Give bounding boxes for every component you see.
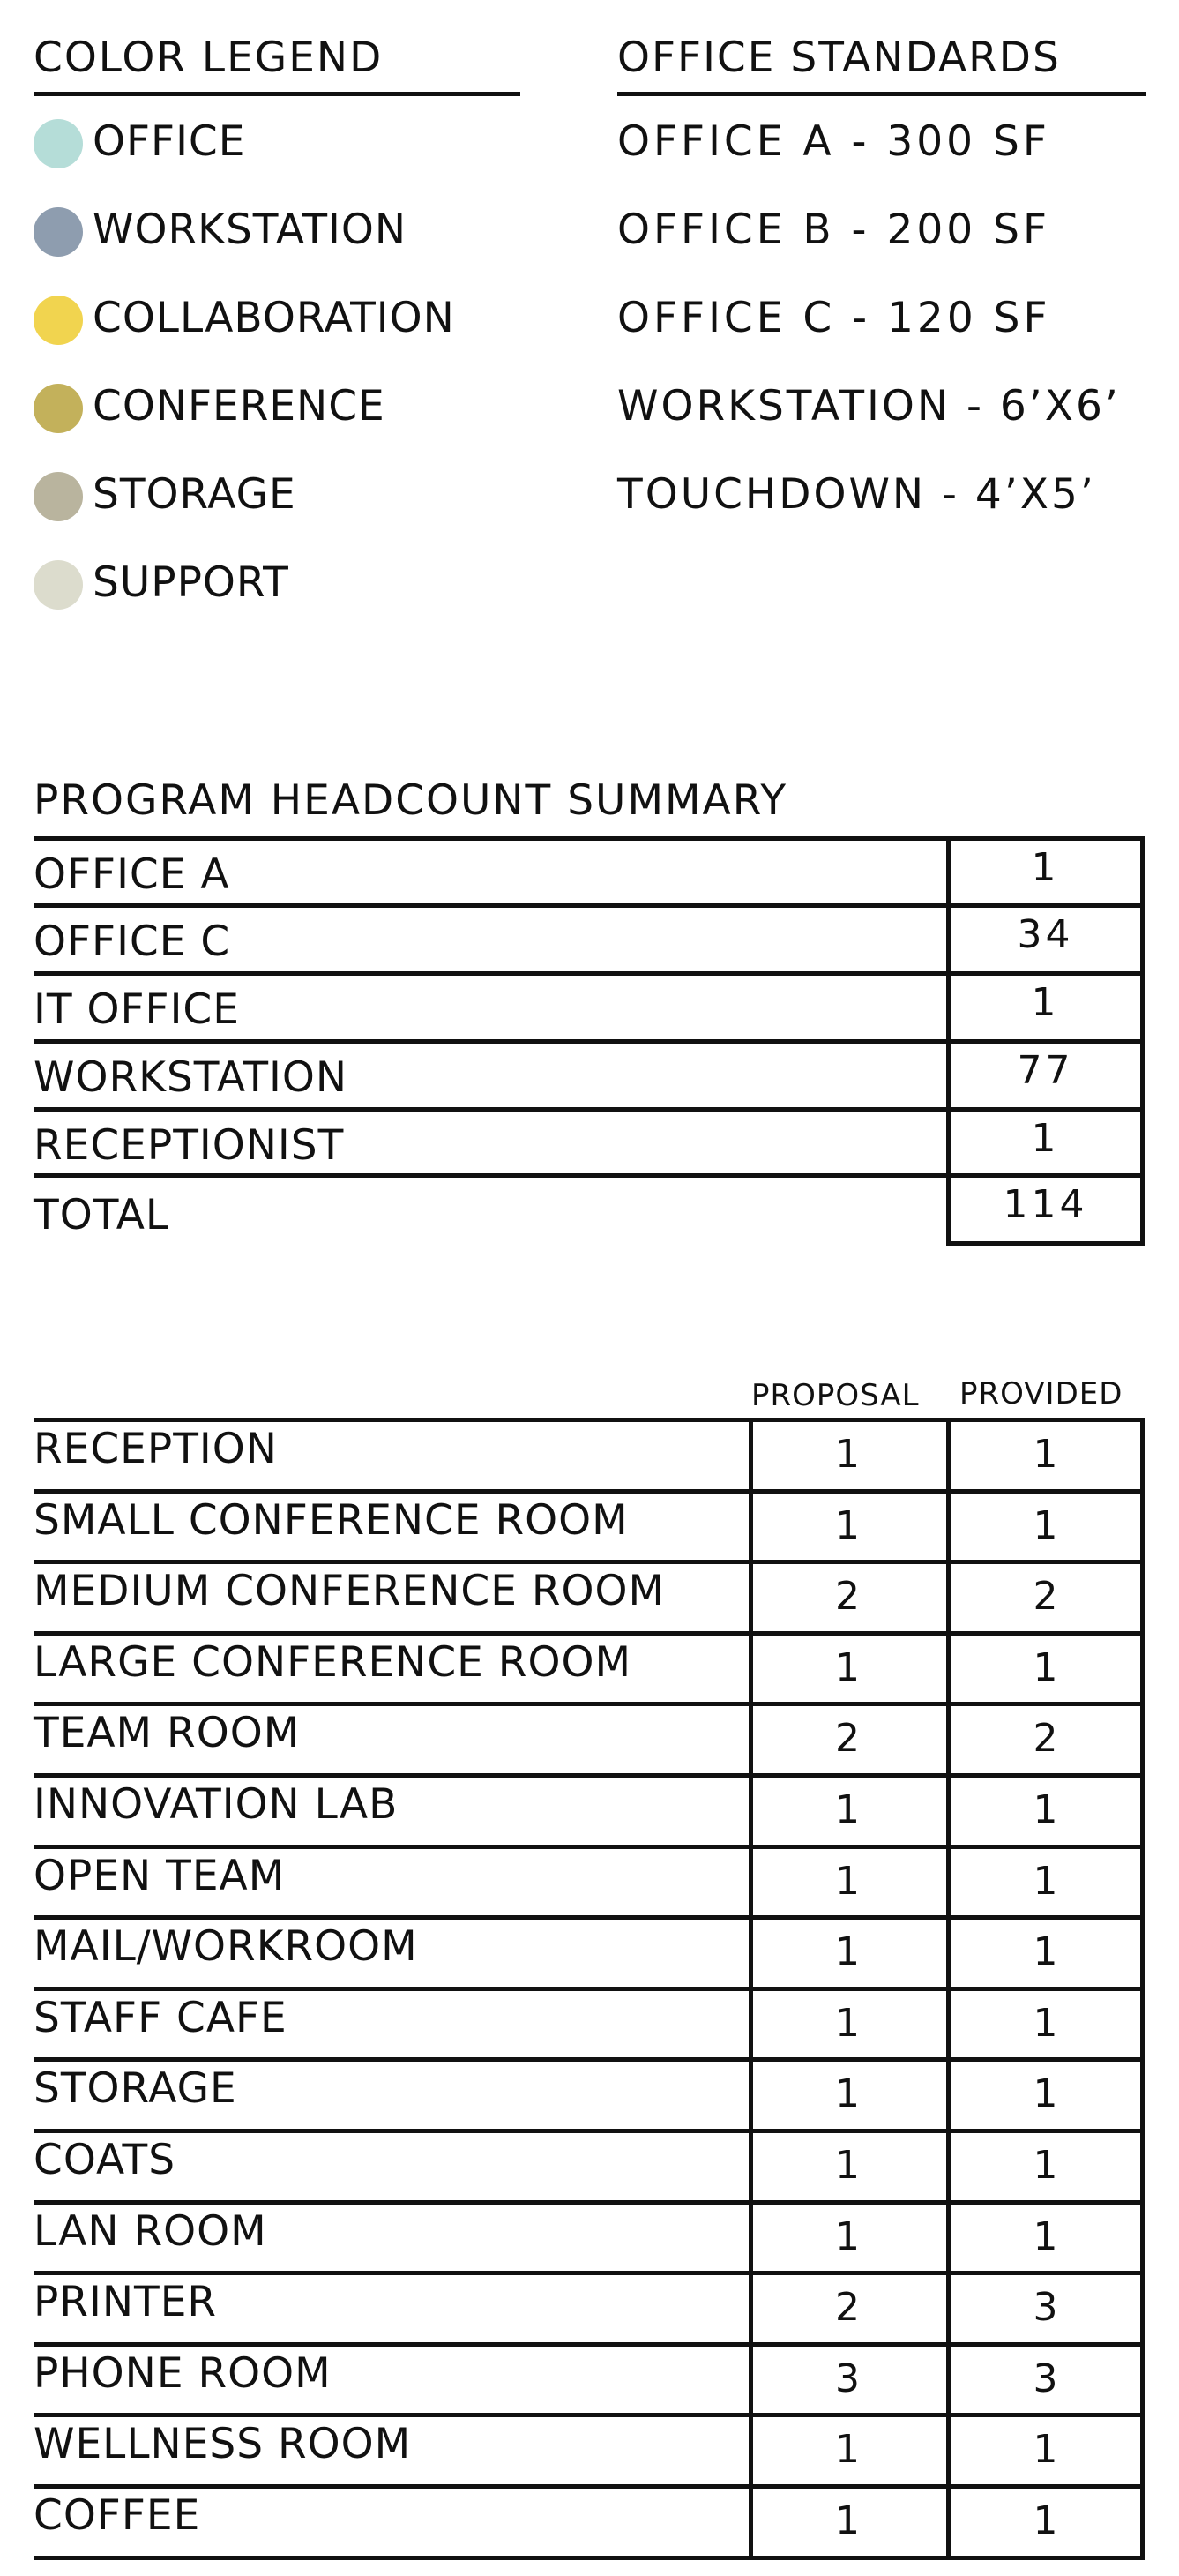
headcount-rule [34,1107,1145,1112]
rooms-rule [34,2129,1145,2133]
headcount-row-value: 1 [1031,1116,1060,1161]
room-label: MAIL/WORKROOM [34,1922,418,1971]
rooms-rule [34,2484,1145,2489]
room-proposal-value: 1 [835,2498,860,2543]
room-label: MEDIUM CONFERENCE ROOM [34,1567,666,1615]
legend-swatch-storage [34,472,83,521]
headcount-rule [34,836,1145,841]
room-proposal-value: 2 [835,2285,860,2330]
room-provided-value: 1 [1033,1645,1058,1690]
column-header-provided: PROVIDED [959,1376,1123,1412]
legend-swatch-office [34,119,83,168]
room-provided-value: 3 [1033,2285,1058,2330]
rooms-rule [34,1418,1145,1422]
column-header-proposal: PROPOSAL [751,1378,920,1413]
standard-office-a: OFFICE A - 300 SF [617,117,1050,166]
room-proposal-value: 1 [835,2143,860,2188]
standard-office-b: OFFICE B - 200 SF [617,206,1050,254]
room-proposal-value: 1 [835,1787,860,1832]
legend-label-collaboration: COLLABORATION [93,294,455,342]
rooms-rule [34,1773,1145,1778]
room-label: STORAGE [34,2064,237,2113]
room-proposal-value: 3 [835,2356,860,2401]
office-standards-rule [617,92,1146,96]
room-proposal-value: 1 [835,1929,860,1974]
headcount-total-value: 114 [1003,1182,1088,1227]
room-proposal-value: 1 [835,2071,860,2116]
room-provided-value: 1 [1033,2427,1058,2472]
room-provided-value: 3 [1033,2356,1058,2401]
rooms-rule [34,2200,1145,2205]
room-label: SMALL CONFERENCE ROOM [34,1496,629,1545]
room-proposal-value: 2 [835,1716,860,1761]
headcount-row-label: RECEPTIONIST [34,1121,345,1170]
rooms-rule [34,1631,1145,1636]
room-provided-value: 1 [1033,1432,1058,1477]
room-label: INNOVATION LAB [34,1780,399,1829]
headcount-rule [34,1039,1145,1044]
headcount-title: PROGRAM HEADCOUNT SUMMARY [34,776,788,825]
room-label: PRINTER [34,2278,218,2326]
room-proposal-value: 1 [835,1859,860,1904]
standard-touchdown: TOUCHDOWN - 4’X5’ [617,470,1096,519]
room-provided-value: 1 [1033,2143,1058,2188]
headcount-row-value: 34 [1017,912,1074,957]
room-proposal-value: 1 [835,2001,860,2046]
room-provided-value: 1 [1033,1929,1058,1974]
room-label: OPEN TEAM [34,1852,286,1900]
legend-label-office: OFFICE [93,117,246,166]
headcount-row-value: 1 [1031,980,1060,1025]
color-legend-rule [34,92,520,96]
room-provided-value: 1 [1033,1503,1058,1548]
headcount-rule [34,971,1145,976]
rooms-rule [34,1845,1145,1849]
headcount-row-value: 77 [1017,1048,1074,1093]
room-label: WELLNESS ROOM [34,2420,412,2468]
room-proposal-value: 1 [835,2427,860,2472]
rooms-rule [34,1560,1145,1564]
headcount-rule [34,1173,1145,1178]
legend-swatch-conference [34,384,83,433]
standard-workstation: WORKSTATION - 6’X6’ [617,382,1121,431]
room-label: TEAM ROOM [34,1709,301,1757]
room-proposal-value: 2 [835,1574,860,1619]
headcount-total-label: TOTAL [34,1191,170,1239]
office-standards-title: OFFICE STANDARDS [617,34,1061,82]
room-provided-value: 2 [1033,1716,1058,1761]
headcount-row-label: WORKSTATION [34,1053,348,1102]
legend-label-storage: STORAGE [93,470,296,519]
room-label: LARGE CONFERENCE ROOM [34,1638,631,1687]
room-provided-value: 1 [1033,2001,1058,2046]
room-label: STAFF CAFE [34,1994,287,2042]
rooms-rule [34,2271,1145,2275]
headcount-row-label: IT OFFICE [34,985,240,1034]
room-label: COATS [34,2136,176,2184]
room-label: PHONE ROOM [34,2349,332,2398]
legend-label-conference: CONFERENCE [93,382,385,431]
legend-label-workstation: WORKSTATION [93,206,407,254]
rooms-rule [34,2413,1145,2417]
headcount-row-label: OFFICE C [34,917,231,966]
rooms-rule [34,2342,1145,2347]
room-provided-value: 1 [1033,2071,1058,2116]
color-legend-title: COLOR LEGEND [34,34,384,82]
room-provided-value: 1 [1033,2498,1058,2543]
room-label: RECEPTION [34,1425,278,1473]
room-provided-value: 2 [1033,1574,1058,1619]
legend-label-support: SUPPORT [93,558,289,607]
room-proposal-value: 1 [835,1503,860,1548]
room-provided-value: 1 [1033,1787,1058,1832]
legend-swatch-support [34,560,83,610]
legend-swatch-collaboration [34,296,83,345]
room-label: COFFEE [34,2491,201,2540]
room-provided-value: 1 [1033,2214,1058,2259]
rooms-rule [34,2556,1145,2560]
room-proposal-value: 1 [835,1432,860,1477]
room-provided-value: 1 [1033,1859,1058,1904]
rooms-rule [34,1987,1145,1991]
headcount-row-label: OFFICE A [34,850,230,899]
room-proposal-value: 1 [835,2214,860,2259]
legend-swatch-workstation [34,207,83,257]
headcount-rule [34,903,1145,908]
room-label: LAN ROOM [34,2207,267,2256]
standard-office-c: OFFICE C - 120 SF [617,294,1051,342]
rooms-rule [34,1915,1145,1920]
rooms-rule [34,1702,1145,1706]
rooms-rule [34,2057,1145,2062]
room-proposal-value: 1 [835,1645,860,1690]
headcount-row-value: 1 [1031,845,1060,890]
headcount-rule [946,1241,1145,1246]
rooms-rule [34,1489,1145,1494]
